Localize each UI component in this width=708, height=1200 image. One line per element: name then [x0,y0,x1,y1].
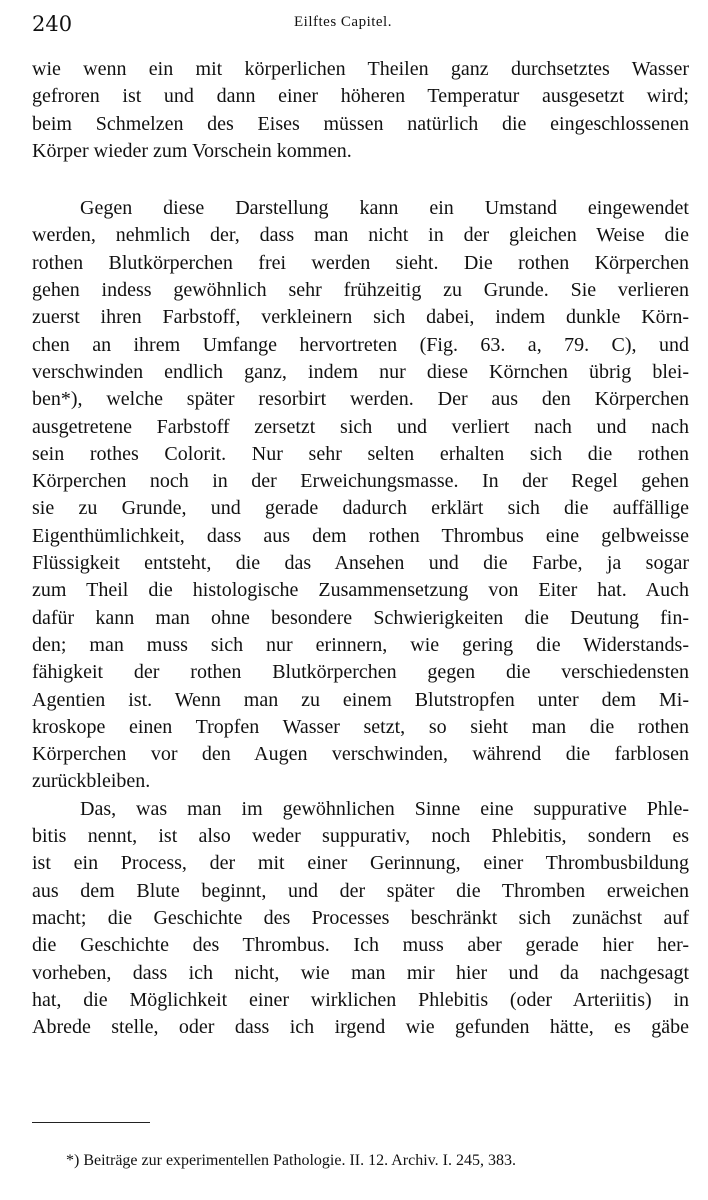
paragraph [32,195,689,796]
running-head: Eilftes Capitel. [294,14,392,30]
text-line: aus dem Blute beginnt, und der später die Thromben erweichen [32,879,689,902]
text-line: sie zu Grunde, und gerade dadurch erklärt sich die auffällige [32,497,689,520]
page-header [32,12,687,42]
text-line: fähigkeit der rothen Blutkörperchen gegen die verschiedensten [32,661,689,684]
text-line: vorheben, dass ich nicht, wie man mir hier und da nachgesagt [32,961,689,984]
text-line: ben*), welche später resorbirt werden. Der aus den Körperchen [32,388,689,411]
text-line: wie wenn ein mit körperlichen Theilen ganz durchsetztes Wasser [32,58,689,80]
text-line: sein rothes Colorit. Nur sehr selten erhalten sich die rothen [32,442,689,465]
text-line: zurückbleiben. [32,770,151,793]
text-line: beim Schmelzen des Eises müssen natürlich die eingeschlossenen [32,112,689,135]
text-line: hat, die Möglichkeit einer wirklichen Phlebitis (oder Arteriitis) in [32,988,689,1011]
body-text [32,56,689,1041]
text-line: gehen indess gewöhnlich sehr frühzeitig zu Grunde. Sie verlieren [32,279,689,302]
text-line: Agentien ist. Wenn man zu einem Blutstropfen unter dem Mi- [32,688,689,711]
text-line: die Geschichte des Thrombus. Ich muss aber gerade hier her- [32,934,689,957]
text-line: macht; die Geschichte des Processes beschränkt sich zunächst auf [32,906,689,929]
text-line: dafür kann man ohne besondere Schwierigkeiten die Deutung fin- [32,606,689,629]
text-line: gefroren ist und dann einer höheren Temperatur ausgesetzt wird; [32,85,689,108]
text-line: den; man muss sich nur erinnern, wie gering die Widerstands- [32,633,689,656]
text-line: ausgetretene Farbstoff zersetzt sich und verliert nach und nach [32,415,689,438]
text-line: Flüssigkeit entsteht, die das Ansehen und die Farbe, ja sogar [32,552,689,575]
text-line: Das, was man im gewöhnlichen Sinne eine suppurative Phle- [80,797,689,820]
text-line: zuerst ihren Farbstoff, verkleinern sich dabei, indem dunkle Körn- [32,306,689,329]
footnote-rule [32,1122,150,1123]
text-line: Gegen diese Darstellung kann ein Umstand eingewendet [80,197,689,220]
text-line: zum Theil die histologische Zusammensetzung von Eiter hat. Auch [32,579,689,602]
text-line: werden, nehmlich der, dass man nicht in der gleichen Weise die [32,224,689,247]
text-line: rothen Blutkörperchen frei werden sieht. Die rothen Körperchen [32,251,689,274]
page-number: 240 [32,12,73,36]
text-line: Körperchen noch in der Erweichungsmasse. In der Regel gehen [32,470,689,493]
text-line: Körperchen vor den Augen verschwinden, während die farblosen [32,743,689,766]
text-line: Eigenthümlichkeit, dass aus dem rothen Thrombus eine gelbweisse [32,524,689,547]
text-line: kroskope einen Tropfen Wasser setzt, so sieht man die rothen [32,715,689,738]
text-line: chen an ihrem Umfange hervortreten (Fig. 63. a, 79. C), und [32,333,689,356]
text-line: Körper wieder zum Vorschein kommen. [32,139,352,162]
text-line: ist ein Process, der mit einer Gerinnung, einer Thrombusbildung [32,852,689,875]
paragraph-gap [32,165,689,195]
footnote: *) Beiträge zur experimentellen Pathologie. II. 12. Archiv. I. 245, 383. [66,1152,516,1169]
paragraph [32,796,689,1042]
text-line: Abrede stelle, oder dass ich irgend wie gefunden hätte, es gäbe [32,1016,689,1039]
text-line: verschwinden endlich ganz, indem nur diese Körnchen übrig blei- [32,360,689,383]
paragraph [32,56,689,165]
text-line: bitis nennt, ist also weder suppurativ, noch Phlebitis, sondern es [32,825,689,848]
